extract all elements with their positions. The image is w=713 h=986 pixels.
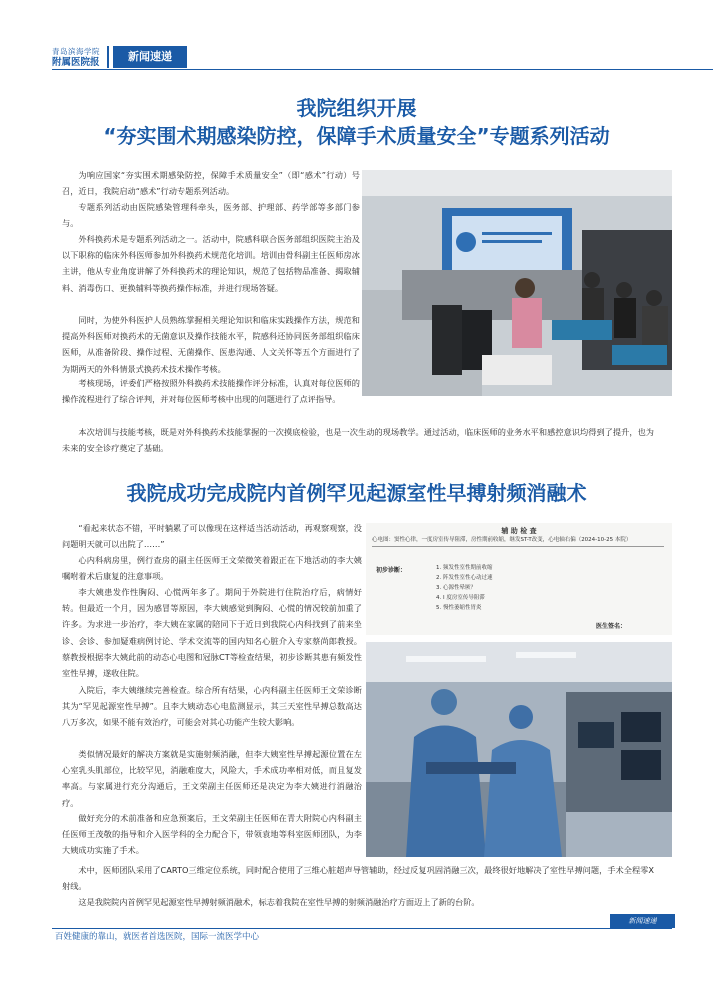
- article2-para: 这是我院院内首例罕见起源室性早搏射频消融术，标志着我院在室性早搏的射频消融治疗方面迈上了新的台阶。: [78, 897, 480, 907]
- report-sign-label: 医生签名：: [596, 623, 627, 630]
- article1-title-line1: 我院组织开展: [296, 96, 417, 120]
- surgery-photo: [366, 642, 672, 857]
- footer-slogan: 百姓健康的靠山，就医者首选医院，国际一流医学中心: [55, 932, 260, 942]
- masthead-school: 青岛滨海学院: [52, 47, 100, 56]
- report-diagnosis: 4. Ⅰ 度房室传导阻滞: [436, 595, 485, 601]
- article1-para: 同时，为使外科医护人员熟练掌握相关理论知识和临床实践操作方法，规范和提高外科医师对换药术的无菌意识及操作技能水平，院感科还协同医务部组织临床医师，从准备阶段、操作过程、无菌操作、医患沟通、人文关怀等五个方面进行了为期两天的外科情景式换药术技术操作考核。: [62, 315, 360, 374]
- article1-para: 考核现场，评委们严格按照外科换药术技能操作评分标准，认真对每位医师的操作流程进行了综合评判，并对每位医师考核中出现的问题进行了点评指导。: [62, 378, 360, 405]
- header-rule-left: [52, 69, 188, 70]
- article2-para: “看起来状态不错，平时躺累了可以像现在这样适当活动活动，再观察观察，没问题明天就可以出院了……”: [62, 523, 362, 550]
- report-diagnosis: 3. 心源性晕厥？: [436, 585, 476, 591]
- header-divider: [107, 46, 109, 68]
- classroom-photo-art: [362, 170, 672, 396]
- article1-para: 本次培训与技能考核，既是对外科换药术技能掌握的一次摸底检验，也是一次生动的现场教学。通过活动，临床医师的业务水平和感控意识均得到了提升，也为未来的安全诊疗奠定了基础。: [62, 427, 654, 454]
- article1-para: 为响应国家“夯实围术期感染防控，保障手术质量安全”（即“感术”行动）号召，近日，我院启动“感术”行动专题系列活动。: [62, 170, 360, 197]
- surgery-photo-art: [366, 642, 672, 857]
- section-tag: 新闻速递: [113, 46, 187, 68]
- page-header: [0, 0, 713, 86]
- article1-para: 专题系列活动由医院感染管理科牵头，医务部、护理部、药学部等多部门参与。: [62, 202, 360, 229]
- article2-para: 李大姨患发作性胸闷、心慌两年多了。期间于外院进行住院治疗后，病情好转。但最近一个月，因为感冒等原因，李大姨感觉到胸闷、心慌的情况较前加重了许多。为求进一步治疗，李大姨在家属的陪同下于近日到我院心内科找到了前来坐诊、会诊、参加疑难病例讨论、学术交流等的国内知名心脏介入专家蔡尚郎教授。蔡教授根据李大姨此前的动态心电图和冠脉CT等检查结果，初步诊断其患有频发性室性早搏，遂收住院。: [62, 587, 362, 679]
- article2-para: 心内科病房里，例行查房的副主任医师王文荣微笑着跟正在下地活动的李大姨嘱咐着术后康复的注意事项。: [62, 555, 362, 582]
- footer-tag: 新闻速递: [610, 914, 675, 928]
- report-diagnosis: 1. 频发性室性期前收缩: [436, 565, 493, 571]
- report-diag-label: 初步诊断：: [376, 567, 407, 574]
- article2-para: 入院后，李大姨继续完善检查。综合所有结果，心内科副主任医师王文荣诊断其为“罕见起源室性早搏”。且李大姨动态心电监测显示，其三天室性早搏总数高达八万多次，如果不能有效治疗，可能会对其心功能产生较大影响。: [62, 685, 362, 728]
- article1-title-line2: “夯实围术期感染防控，保障手术质量安全”专题系列活动: [103, 124, 610, 148]
- header-rule: [188, 69, 713, 70]
- ecg-report-photo: [366, 523, 672, 635]
- report-body: 心电图：窦性心律，一度房室传导阻滞，房性期前收缩，继发ST-T改变，心电轴右偏（2024-10-25 本院）: [372, 536, 664, 547]
- article2-para: 类似情况最好的解决方案就是实施射频消融，但李大姨室性早搏起源位置在左心室乳头肌部位，比较罕见，消融难度大，风险大，手术成功率相对低，而且复发率高。与家属进行充分沟通后，王文荣副主任医师还是决定为李大姨进行消融治疗。: [62, 749, 362, 808]
- article1-para: 外科换药术是专题系列活动之一。活动中，院感科联合医务部组织医院主治及以下职称的临床外科医师参加外科换药术规范化培训。培训由骨科副主任医师房冰主讲，他从专业角度讲解了外科换药术的理论知识，规范了包括物品准备、揭取辅料、消毒伤口、更换辅料等换药操作标准，并进行现场答疑。: [62, 234, 360, 293]
- report-diagnosis: 2. 阵发性室性心动过速: [436, 575, 493, 581]
- footer-rule: [52, 928, 672, 929]
- article2-title: 我院成功完成院内首例罕见起源室性早搏射频消融术: [126, 481, 587, 505]
- masthead-paper: 附属医院报: [52, 57, 100, 68]
- report-diagnoses: [436, 563, 493, 613]
- report-diagnosis: 5. 慢性萎缩性胃炎: [436, 605, 482, 611]
- report-heading: 辅 助 检 查: [501, 527, 537, 535]
- classroom-photo: [362, 170, 672, 396]
- masthead: [52, 47, 104, 69]
- article2-para: 术中，医师团队采用了CARTO三维定位系统，同时配合使用了三维心脏超声导管辅助，经过反复巩固消融三次，最终很好地解决了室性早搏问题，手术全程零X射线。: [62, 865, 654, 892]
- article2-para: 做好充分的术前准备和应急预案后，王文荣副主任医师在青大附院心内科副主任医师王茂敬的指导和介入医学科的全力配合下，带领袁地等科室医师团队，为李大姨成功实施了手术。: [62, 813, 362, 856]
